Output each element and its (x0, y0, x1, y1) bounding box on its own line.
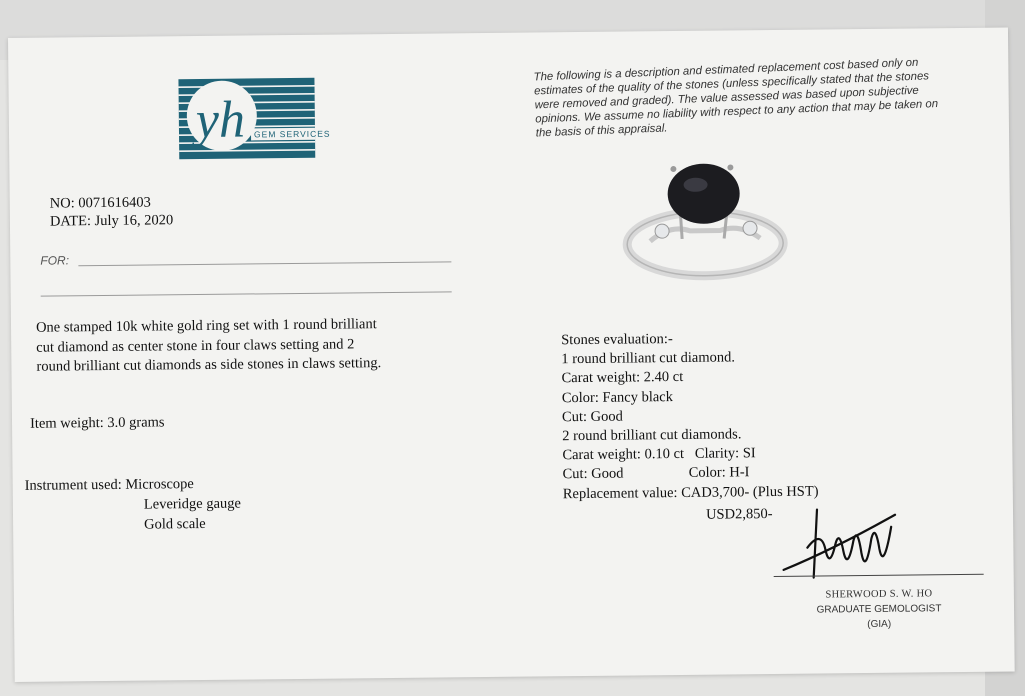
instrument-microscope: Instrument used: Microscope (24, 476, 194, 494)
svg-text:GEM SERVICES: GEM SERVICES (253, 128, 331, 140)
stones-line: 1 round brilliant cut diamond. (561, 349, 736, 368)
stones-line: Carat weight: 2.40 ct (561, 369, 684, 387)
yh-gem-services-logo (178, 78, 331, 159)
ring-photo (609, 148, 800, 290)
signature (773, 489, 914, 585)
stones-line: 2 round brilliant cut diamonds. (562, 426, 742, 445)
disclaimer-text: The following is a description and estimated replacement cost based only on estimates of the quality of the stones (unless specifically stated that the stones were removed and graded). The value assessed was based upon subjective opinions. We assume no liability with respect to any action that may be taken on the basis of this appraisal. (533, 56, 939, 140)
appraisal-card (8, 28, 1015, 682)
signer-block (814, 586, 944, 632)
signer-name: SHERWOOD S. W. HO (825, 588, 933, 601)
for-line-1 (78, 261, 451, 266)
instruments-used (25, 474, 242, 536)
stones-heading: Stones evaluation:- (561, 331, 673, 349)
replacement-value: Replacement value: CAD3,700- (Plus HST) (562, 483, 819, 502)
item-weight: Item weight: 3.0 grams (29, 414, 165, 432)
usd-value: USD2,850- (705, 506, 773, 523)
signer-title: GRADUATE GEMOLOGIST (816, 603, 942, 616)
instrument-gauge: Leveridge gauge (143, 495, 242, 513)
appraisal-number: NO: 0071616403 (49, 194, 151, 212)
stones-line: Color: Fancy black (561, 388, 674, 406)
stones-line: Carat weight: 0.10 ct Clarity: SI (562, 445, 756, 464)
for-line-2 (41, 291, 452, 296)
stones-line: Cut: Good Color: H-I (562, 464, 750, 483)
signer-org: (GIA) (867, 618, 892, 631)
instrument-scale: Gold scale (144, 515, 206, 533)
stones-line: Cut: Good (561, 408, 623, 426)
appraisal-date: DATE: July 16, 2020 (49, 212, 174, 230)
item-description: One stamped 10k white gold ring set with 1 round brilliant cut diamond as center stone in four claws setting and 2 round brilliant cut diamonds as side stones in claws setting. (35, 316, 382, 375)
svg-text:yh: yh (195, 91, 246, 150)
for-label: FOR: (40, 253, 70, 268)
stones-evaluation (561, 329, 819, 504)
